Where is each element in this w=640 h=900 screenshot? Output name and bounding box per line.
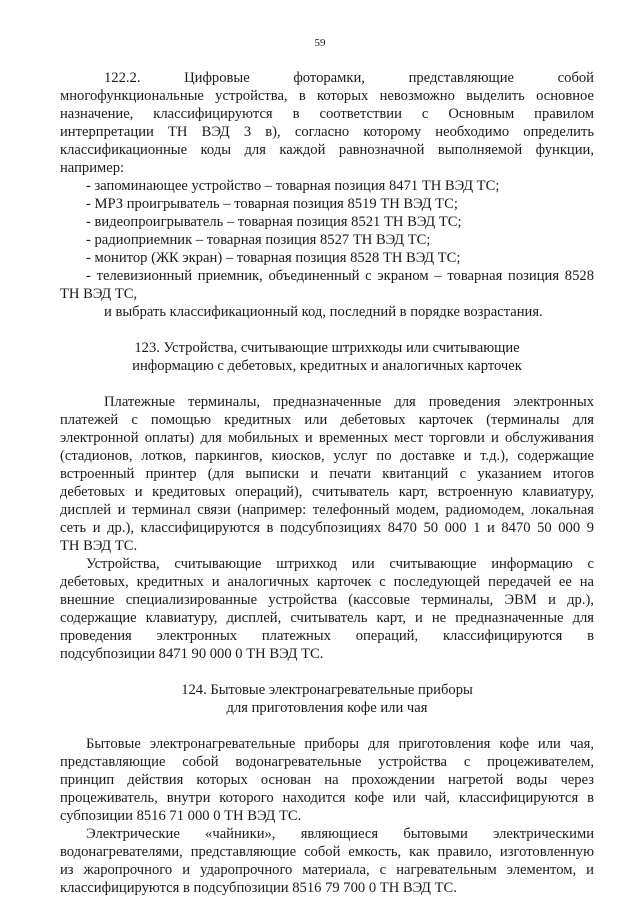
text-line: дисплей и терминал связи (например: телефонный модем, радиомодем, локальная — [60, 502, 594, 518]
text-line: например: — [60, 160, 125, 176]
list-item: - видеопроигрыватель – товарная позиция 8521 ТН ВЭД ТС; — [86, 214, 462, 230]
text-line: Бытовые электронагревательные приборы для приготовления кофе или чая, — [86, 736, 594, 752]
heading-line: 123. Устройства, считывающие штрихкоды или считывающие — [134, 340, 520, 356]
page-number: 59 — [314, 37, 326, 49]
text-line: многофункциональные устройства, в которых невозможно выделить основное — [60, 88, 594, 104]
text-line: дебетовых и кредитовых операций), считыватель карт, встроенную клавиатуру, — [60, 484, 594, 500]
list-item: - монитор (ЖК экран) – товарная позиция 8528 ТН ВЭД ТС; — [86, 250, 461, 266]
text-line: 122.2. Цифровые фоторамки, представляющие собой — [104, 70, 594, 86]
text-line: принцип действия которых основан на прохождении нагретой воды через — [60, 772, 594, 788]
text-line: проведения электронных платежных операций, классифицируются в — [60, 628, 594, 644]
list-item-continuation: ТН ВЭД ТС, — [60, 286, 138, 302]
text-line: (стадионов, лотков, паркингов, киосков, услуг по доставке и т.д.), содержащие — [60, 448, 594, 464]
text-line: Устройства, считывающие штрихкод или считывающие информацию с — [86, 556, 594, 572]
text-line: субпозиции 8516 71 000 0 ТН ВЭД ТС. — [60, 808, 302, 824]
heading-line: 124. Бытовые электронагревательные приборы — [181, 682, 473, 698]
text-line: и выбрать классификационный код, последний в порядке возрастания. — [104, 304, 543, 320]
text-line: интерпретации ТН ВЭД 3 в), согласно которому необходимо определить — [60, 124, 594, 140]
text-line: процеживатель, внутри которого находится кофе или чай, классифицируются в — [60, 790, 594, 806]
text-line: Платежные терминалы, предназначенные для проведения электронных — [104, 394, 594, 410]
text-line: платежей с помощью кредитных или дебетовых карточек (терминалы для — [60, 412, 594, 428]
text-line: из жаропрочного и ударопрочного материала, с нагревательным элементом, и — [60, 862, 594, 878]
text-line: подсубпозиции 8471 90 000 0 ТН ВЭД ТС. — [60, 646, 324, 662]
text-line: ТН ВЭД ТС. — [60, 538, 138, 554]
text-line: встроенный принтер (для выписки и печати квитанций с указанием итогов — [60, 466, 594, 482]
list-item: - радиоприемник – товарная позиция 8527 ТН ВЭД ТС; — [86, 232, 431, 248]
text-line: классифицируются в подсубпозиции 8516 79 700 0 ТН ВЭД ТС. — [60, 880, 457, 896]
text-line: электронной оплаты) для мобильных и временных мест торговли и обслуживания — [60, 430, 594, 446]
text-line: Электрические «чайники», являющиеся бытовыми электрическими — [86, 826, 594, 842]
text-line: представляющие собой водонагревательные устройства с процеживателем, — [60, 754, 594, 770]
text-line: содержащие клавиатуру, дисплей, считыватель карт, и не предназначенные для — [60, 610, 594, 626]
text-line: назначение, классифицируются в соответствии с Основным правилом — [60, 106, 594, 122]
text-line: внешние специализированные устройства (кассовые терминалы, ЭВМ и др.), — [60, 592, 594, 608]
list-item: - МРЗ проигрыватель – товарная позиция 8519 ТН ВЭД ТС; — [86, 196, 458, 212]
text-line: сеть и др.), классифицируются в подсубпозициях 8470 50 000 1 и 8470 50 000 9 — [60, 520, 594, 536]
text-line: классификационные коды для каждой равнозначной выполняемой функции, — [60, 142, 594, 158]
list-item: - телевизионный приемник, объединенный с экраном – товарная позиция 8528 — [86, 268, 594, 284]
heading-line: для приготовления кофе или чая — [226, 700, 428, 716]
list-item: - запоминающее устройство – товарная позиция 8471 ТН ВЭД ТС; — [86, 178, 500, 194]
text-line: дебетовых, кредитных и аналогичных карточек с последующей передачей ее на — [60, 574, 594, 590]
heading-line: информацию с дебетовых, кредитных и аналогичных карточек — [132, 358, 522, 374]
text-line: водонагревателями, представляющие собой емкость, как правило, изготовленную — [60, 844, 594, 860]
